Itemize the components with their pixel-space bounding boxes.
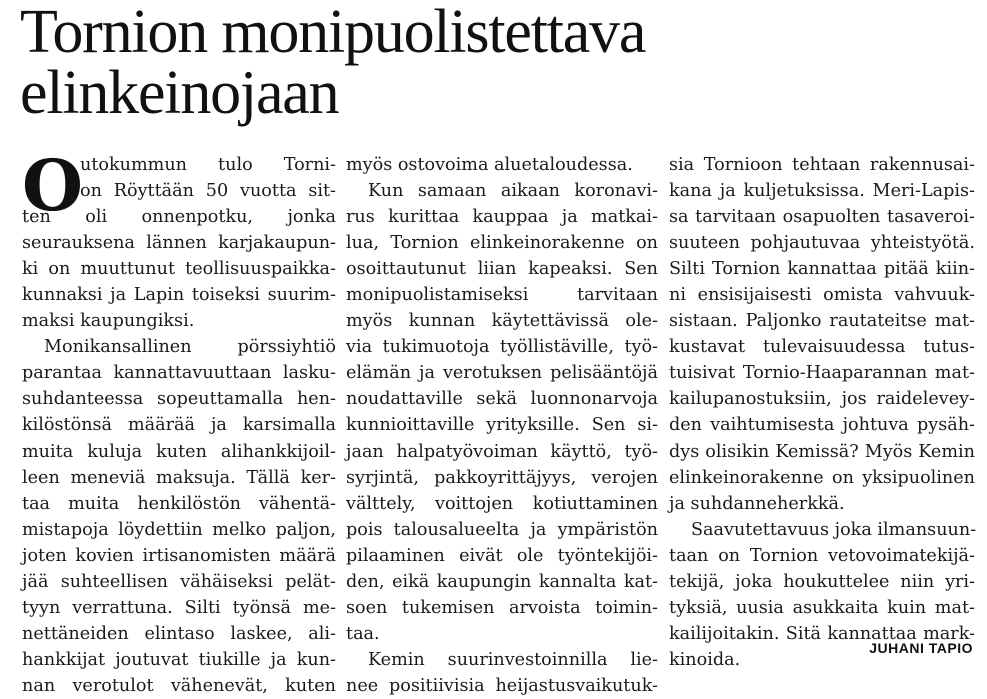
headline-line-2: elinkeinojaan (20, 59, 339, 127)
text-line: nettäneiden elintaso laskee, ali- (22, 623, 336, 644)
text-line: kunnaksi ja Lapin toiseksi suurim- (22, 285, 336, 306)
text-line: kailijoitakin. Sitä kannattaa mark- (669, 623, 975, 644)
headline-line-1: Tornion monipuolistettava (20, 0, 646, 66)
text-line: via tukimuotoja työllistäville, työ- (346, 337, 658, 358)
text-line: maksi kaupungiksi. (22, 311, 195, 332)
text-line: monipuolistamiseksi tarvitaan (346, 285, 658, 306)
text-line: tyksiä, uusia asukkaita kuin mat- (669, 597, 975, 618)
text-line: jaan halpatyövoiman käyttö, työ- (346, 441, 658, 462)
text-line: joten kovien irtisanomisten määrä (22, 545, 336, 566)
article-column-1 (22, 144, 336, 699)
text-line: utokummun tulo Torni- (80, 155, 336, 175)
text-line: parantaa kannattavuuttaan lasku- (22, 363, 336, 384)
text-line: osoittautunut liian kapeaksi. Sen (346, 259, 658, 280)
headline (20, 0, 970, 127)
text-line: taa. (346, 623, 380, 644)
text-line: taa muita henkilöstön vähentä- (22, 493, 336, 514)
text-line: Monikansallinen pörssiyhtiö (44, 337, 336, 358)
article-column-3 (669, 152, 975, 673)
text-line: seurauksena lännen karjakaupun- (22, 233, 336, 254)
text-line: kustavat tulevaisuudessa tutus- (669, 337, 975, 358)
text-line: Kemin suurinvestoinnilla lie- (368, 649, 658, 670)
text-line: kailupanostuksiin, jos raidelevey- (669, 389, 975, 410)
text-line: suuteen pohjautuvaa yhteistyötä. (669, 233, 975, 254)
text-line: sa tarvitaan osapuolten tasaveroi- (669, 207, 975, 228)
text-line: myös ostovoima aluetaloudessa. (346, 155, 633, 175)
text-line: leen meneviä maksuja. Tällä ker- (22, 467, 336, 488)
text-line: välttely, voittojen kotiuttaminen (346, 493, 658, 514)
text-line: pois talousalueelta ja ympäristön (346, 519, 658, 540)
text-line: elinkeinorakenne on yksipuolinen (669, 467, 975, 488)
text-line: lua, Tornion elinkeinorakenne on (346, 233, 658, 254)
text-line: mistapoja löydettiin melko paljon, (22, 519, 336, 540)
text-line: jää suhteellisen vähäiseksi pelät- (22, 571, 336, 592)
text-line: tyyn verrattuna. Silti työnsä me- (22, 597, 336, 618)
text-line: kana ja kuljetuksissa. Meri-Lapis- (669, 181, 975, 202)
text-line: on Röyttään 50 vuotta sit- (80, 181, 336, 202)
text-line: ten oli onnenpotku, jonka (22, 207, 336, 228)
text-line: muita kuluja kuten alihankkijoil- (22, 441, 336, 462)
text-line: sia Tornioon tehtaan rakennusai- (669, 155, 975, 175)
text-line: syrjintä, pakkoyrittäjyys, verojen (346, 467, 658, 488)
text-line: rus kurittaa kauppaa ja matkai- (346, 207, 658, 228)
text-line: ki on muuttunut teollisuuspaikka- (22, 259, 336, 280)
text-line: den vaihtumisesta johtuva pysäh- (669, 415, 975, 436)
drop-cap: O (22, 144, 83, 227)
article-column-2 (346, 152, 658, 699)
text-line: myös kunnan käytettävissä ole- (346, 311, 658, 332)
text-line: tekijä, joka houkuttelee niin yri- (669, 571, 975, 592)
text-line: ni ensisijaisesti omista vahvuuk- (669, 285, 975, 306)
text-line: taan on Tornion vetovoimatekijä- (669, 545, 975, 566)
text-line: dys olisikin Kemissä? Myös Kemin (669, 441, 975, 462)
text-line: sistaan. Paljonko rautateitse mat- (669, 311, 975, 332)
text-line: kunnioittaville yrityksille. Sen si- (346, 415, 658, 436)
text-line: noudattaville sekä luonnonarvoja (346, 389, 658, 410)
text-line: kinoida. (669, 649, 741, 670)
text-line: elämän ja verotuksen pelisääntöjä (346, 363, 658, 384)
text-line: Saavutettavuus joka ilmansuun- (691, 519, 977, 540)
text-line: kilöstönsä määrää ja karsimalla (22, 415, 336, 436)
text-line: soen tukemisen arvoista toimin- (346, 597, 658, 618)
text-line: tuisivat Tornio-Haaparannan mat- (669, 363, 975, 384)
text-line: Silti Tornion kannattaa pitää kiin- (669, 259, 975, 280)
author-byline: JUHANI TAPIO (869, 640, 973, 656)
text-line: nan verotulot vähenevät, kuten (22, 675, 336, 696)
text-line: Kun samaan aikaan koronavi- (368, 181, 658, 202)
text-line: suhdanteessa sopeuttamalla hen- (22, 389, 336, 410)
text-line: den, eikä kaupungin kannalta kat- (346, 571, 658, 592)
text-line: ja suhdanneherkkä. (669, 493, 845, 514)
text-line: pilaaminen eivät ole työntekijöi- (346, 545, 658, 566)
text-line: hankkijat joutuvat tiukille ja kun- (22, 649, 336, 670)
text-line: nee positiivisia heijastusvaikutuk- (346, 675, 658, 696)
